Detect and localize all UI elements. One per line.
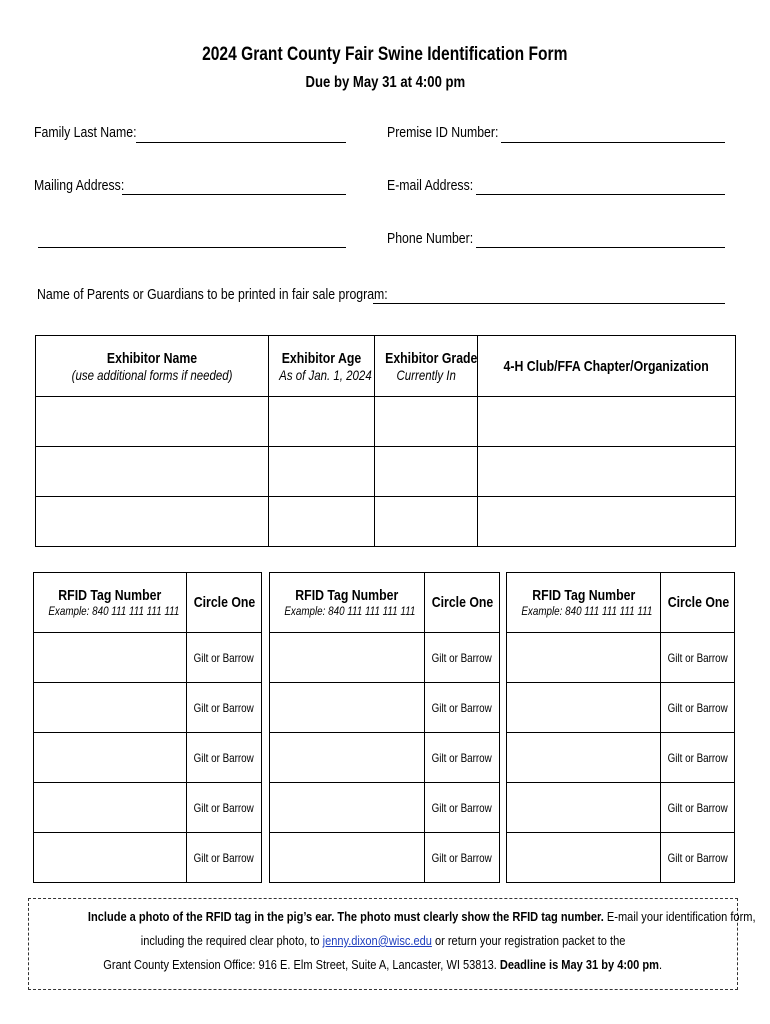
- gilt-barrow-text: Gilt or Barrow: [193, 850, 255, 865]
- table-row: [34, 833, 262, 883]
- rfid-tag-cell[interactable]: [270, 833, 425, 883]
- gilt-barrow-option[interactable]: [187, 733, 262, 783]
- rfid-tag-header-text: RFID Tag Number: [295, 587, 399, 604]
- circle-one-header: [425, 573, 500, 633]
- exhibitor-table: [35, 335, 736, 547]
- form-subtitle: [0, 74, 770, 92]
- exhibitor-age-subheader-text: As of Jan. 1, 2024: [279, 366, 372, 383]
- email-address-field[interactable]: [476, 194, 725, 195]
- gilt-barrow-text: Gilt or Barrow: [667, 700, 728, 715]
- photo-instruction-text: Include a photo of the RFID tag in the pig’s ear. The photo must clearly show the RFID tag number.: [87, 909, 604, 924]
- rfid-tag-cell[interactable]: [507, 633, 661, 683]
- phone-number-text: Phone Number:: [387, 230, 474, 247]
- gilt-barrow-text: Gilt or Barrow: [431, 800, 493, 815]
- gilt-barrow-option[interactable]: [187, 833, 262, 883]
- phone-number-label: [387, 230, 492, 247]
- parents-guardians-label: [37, 286, 465, 303]
- phone-number-field[interactable]: [476, 247, 725, 248]
- rfid-tag-cell[interactable]: [507, 683, 661, 733]
- rfid-example: [270, 604, 424, 618]
- email-instruction-text: E-mail your identification form,: [606, 909, 756, 924]
- family-last-name-label: [34, 124, 159, 141]
- exhibitor-age-header-text: Exhibitor Age: [281, 349, 362, 367]
- rfid-table-header: [507, 573, 735, 633]
- gilt-barrow-option[interactable]: [661, 733, 735, 783]
- gilt-barrow-text: Gilt or Barrow: [667, 800, 728, 815]
- table-row: [270, 633, 500, 683]
- gilt-barrow-option[interactable]: [187, 633, 262, 683]
- circle-one-header-text: Circle One: [193, 594, 256, 611]
- gilt-barrow-option[interactable]: [661, 633, 735, 683]
- rfid-table-header: [34, 573, 262, 633]
- table-row: [270, 783, 500, 833]
- instructions-line-2-post: or return your registration packet to the: [434, 933, 626, 948]
- gilt-barrow-text: Gilt or Barrow: [431, 700, 493, 715]
- table-row: [507, 683, 735, 733]
- email-link[interactable]: jenny.dixon@wisc.edu: [322, 933, 432, 948]
- club-header-text: 4-H Club/FFA Chapter/Organization: [503, 357, 710, 375]
- gilt-barrow-option[interactable]: [425, 683, 500, 733]
- gilt-barrow-text: Gilt or Barrow: [193, 800, 255, 815]
- rfid-tag-header: [270, 573, 425, 633]
- rfid-tag-cell[interactable]: [34, 783, 187, 833]
- table-row: [270, 733, 500, 783]
- rfid-tag-cell[interactable]: [34, 733, 187, 783]
- instructions-line-1: [88, 905, 756, 929]
- exhibitor-age-subheader: [269, 367, 374, 383]
- rfid-tag-cell[interactable]: [270, 633, 425, 683]
- exhibitor-age-header: [269, 336, 375, 397]
- table-row: [507, 733, 735, 783]
- table-row: [507, 833, 735, 883]
- rfid-tag-header-text: RFID Tag Number: [58, 587, 162, 604]
- circle-one-header: [661, 573, 735, 633]
- mailing-address-line-2-field[interactable]: [38, 247, 346, 248]
- mailing-address-field[interactable]: [122, 194, 346, 195]
- rfid-table-2: [269, 572, 500, 883]
- exhibitor-grade-subheader: [375, 367, 477, 383]
- table-row: [36, 497, 736, 547]
- club-header: [478, 336, 736, 397]
- table-row: [507, 633, 735, 683]
- instructions-line-2: [141, 929, 626, 953]
- table-row: [270, 683, 500, 733]
- rfid-tag-cell[interactable]: [34, 683, 187, 733]
- rfid-tag-cell[interactable]: [270, 683, 425, 733]
- instructions-line-2-pre: including the required clear photo, to: [140, 933, 320, 948]
- premise-id-text: Premise ID Number:: [387, 124, 499, 141]
- gilt-barrow-text: Gilt or Barrow: [193, 750, 255, 765]
- exhibitor-name-subheader: [36, 367, 268, 383]
- form-title: [0, 44, 770, 66]
- rfid-example-text: Example: 840 111 111 111 111: [48, 604, 180, 618]
- table-row: [36, 397, 736, 447]
- gilt-barrow-option[interactable]: [661, 783, 735, 833]
- rfid-table-header: [270, 573, 500, 633]
- exhibitor-grade-cell[interactable]: [375, 497, 478, 547]
- premise-id-field[interactable]: [501, 142, 725, 143]
- gilt-barrow-text: Gilt or Barrow: [431, 850, 493, 865]
- parents-guardians-field[interactable]: [373, 303, 725, 304]
- gilt-barrow-text: Gilt or Barrow: [193, 650, 255, 665]
- gilt-barrow-option[interactable]: [425, 783, 500, 833]
- rfid-tag-cell[interactable]: [507, 783, 661, 833]
- table-row: [34, 783, 262, 833]
- gilt-barrow-option[interactable]: [187, 683, 262, 733]
- table-row: [34, 683, 262, 733]
- gilt-barrow-option[interactable]: [425, 633, 500, 683]
- rfid-table-3: [506, 572, 735, 883]
- exhibitor-table-header: [36, 336, 736, 397]
- exhibitor-grade-header-text: Exhibitor Grade: [385, 349, 478, 367]
- exhibitor-name-header: [36, 336, 269, 397]
- rfid-example-text: Example: 840 111 111 111 111: [521, 604, 653, 618]
- exhibitor-grade-cell[interactable]: [375, 447, 478, 497]
- email-address-text: E-mail Address:: [387, 177, 474, 194]
- exhibitor-age-cell[interactable]: [269, 497, 375, 547]
- gilt-barrow-text: Gilt or Barrow: [667, 850, 728, 865]
- family-last-name-text: Family Last Name:: [34, 124, 137, 141]
- circle-one-header-text: Circle One: [667, 594, 730, 611]
- circle-one-header: [187, 573, 262, 633]
- exhibitor-name-cell[interactable]: [36, 397, 269, 447]
- table-row: [507, 783, 735, 833]
- gilt-barrow-option[interactable]: [425, 733, 500, 783]
- club-cell[interactable]: [478, 447, 736, 497]
- gilt-barrow-text: Gilt or Barrow: [431, 650, 493, 665]
- gilt-barrow-option[interactable]: [187, 783, 262, 833]
- rfid-tag-cell[interactable]: [507, 833, 661, 883]
- club-cell[interactable]: [478, 397, 736, 447]
- rfid-example: [34, 604, 186, 618]
- table-row: [36, 447, 736, 497]
- table-row: [34, 733, 262, 783]
- gilt-barrow-text: Gilt or Barrow: [667, 650, 728, 665]
- rfid-tag-header: [34, 573, 187, 633]
- mailing-address-text: Mailing Address:: [34, 177, 125, 194]
- exhibitor-grade-cell[interactable]: [375, 397, 478, 447]
- gilt-barrow-text: Gilt or Barrow: [431, 750, 493, 765]
- gilt-barrow-option[interactable]: [425, 833, 500, 883]
- family-last-name-field[interactable]: [136, 142, 346, 143]
- exhibitor-grade-subheader-text: Currently In: [396, 366, 456, 383]
- exhibitor-name-cell[interactable]: [36, 447, 269, 497]
- email-address-label: [387, 177, 492, 194]
- rfid-example: [507, 604, 660, 618]
- exhibitor-age-cell[interactable]: [269, 397, 375, 447]
- rfid-tag-cell[interactable]: [270, 733, 425, 783]
- rfid-tag-cell[interactable]: [34, 833, 187, 883]
- mailing-address-label: [34, 177, 144, 194]
- deadline-text: Deadline is May 31 by 4:00 pm: [500, 957, 660, 972]
- gilt-barrow-option[interactable]: [661, 683, 735, 733]
- exhibitor-age-cell[interactable]: [269, 447, 375, 497]
- table-row: [34, 633, 262, 683]
- club-cell[interactable]: [478, 497, 736, 547]
- exhibitor-grade-header: [375, 336, 478, 397]
- gilt-barrow-option[interactable]: [661, 833, 735, 883]
- rfid-tag-header-text: RFID Tag Number: [532, 587, 635, 604]
- table-row: [270, 833, 500, 883]
- gilt-barrow-text: Gilt or Barrow: [667, 750, 728, 765]
- exhibitor-name-header-text: Exhibitor Name: [106, 349, 198, 367]
- rfid-tag-cell[interactable]: [507, 733, 661, 783]
- parents-guardians-text: Name of Parents or Guardians to be printed in fair sale program:: [37, 286, 388, 303]
- form-title-text: 2024 Grant County Fair Swine Identification Form: [202, 44, 568, 65]
- deadline-period: .: [659, 957, 663, 972]
- instructions-box: [28, 898, 756, 990]
- rfid-table-1: [33, 572, 262, 883]
- exhibitor-name-subheader-text: (use additional forms if needed): [71, 366, 233, 383]
- rfid-tag-cell[interactable]: [34, 633, 187, 683]
- rfid-example-text: Example: 840 111 111 111 111: [284, 604, 416, 618]
- form-subtitle-text: Due by May 31 at 4:00 pm: [305, 74, 465, 91]
- rfid-tag-cell[interactable]: [270, 783, 425, 833]
- office-address-text: Grant County Extension Office: 916 E. Elm Street, Suite A, Lancaster, WI 53813.: [103, 957, 498, 972]
- gilt-barrow-text: Gilt or Barrow: [193, 700, 255, 715]
- premise-id-label: [387, 124, 523, 141]
- circle-one-header-text: Circle One: [431, 594, 494, 611]
- exhibitor-name-cell[interactable]: [36, 497, 269, 547]
- rfid-tag-header: [507, 573, 661, 633]
- instructions-line-3: [104, 953, 663, 977]
